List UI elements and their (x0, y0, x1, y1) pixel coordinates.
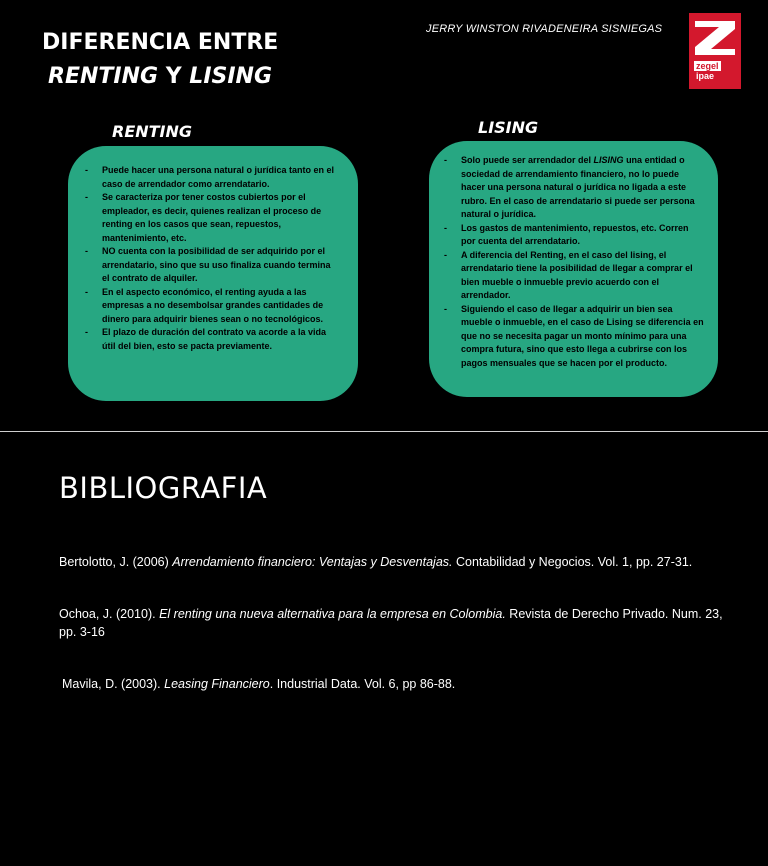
page-title (42, 26, 342, 94)
lising-list (441, 154, 704, 370)
title-line-1: DIFERENCIA ENTRE (42, 30, 279, 55)
title-lising: LISING (189, 64, 273, 89)
reference-item: Mavila, D. (2003). Leasing Financiero. Industrial Data. Vol. 6, pp 86-88. (62, 677, 456, 691)
title-line-2 (42, 60, 342, 94)
reference-item: Bertolotto, J. (2006) Arrendamiento financiero: Ventajas y Desventajas. Contabilidad y Negocios. Vol. 1, pp. 27-31. (59, 555, 693, 569)
logo-word-ipae: ipae (696, 71, 715, 81)
renting-heading: RENTING (112, 122, 193, 141)
list-item: - Se caracteriza por tener costos cubiertos por el empleador, es decir, quienes realizan el proceso de renting en los casos que sean, repuestos, mantenimiento, etc. (82, 191, 340, 245)
lising-card (429, 141, 718, 397)
zegel-ipae-logo (689, 13, 741, 89)
author-name: JERRY WINSTON RIVADENEIRA SISNIEGAS (426, 23, 663, 35)
slide-comparison (0, 0, 768, 431)
lising-heading: LISING (478, 118, 539, 137)
list-item: - En el aspecto económico, el renting ayuda a las empresas a no desembolsar grandes cantidades de dinero para adquirir bienes sean o no tecnológicos. (82, 286, 340, 327)
renting-list (82, 164, 340, 353)
list-item: - Siguiendo el caso de llegar a adquirir un bien sea mueble o inmueble, en el caso de Lising se diferencia en que no se necesita pagar un monto mínimo para una compra futura, sino que esto llega a cubrirse con los pagos mensuales que se hacen por el producto. (441, 303, 704, 371)
list-item: - A diferencia del Renting, en el caso del lising, el arrendatario tiene la posibilidad de llegar a comprar el bien mueble o inmueble previo acuerdo con el arrendador. (441, 249, 704, 303)
slide-bibliography (0, 433, 768, 866)
logo-z-icon (693, 17, 737, 57)
logo-word-zegel: zegel (696, 61, 719, 71)
list-item: - NO cuenta con la posibilidad de ser adquirido por el arrendatario, sino que su uso finaliza cuando termina el contrato de alquiler. (82, 245, 340, 286)
title-renting: RENTING (48, 64, 159, 89)
slide-divider (0, 431, 768, 432)
title-y: Y (158, 64, 190, 89)
list-item: - Puede hacer una persona natural o jurídica tanto en el caso de arrendador como arrendatario. (82, 164, 340, 191)
bibliography-heading: BIBLIOGRAFIA (59, 471, 268, 505)
list-item: - El plazo de duración del contrato va acorde a la vida útil del bien, esto se pacta previamente. (82, 326, 340, 353)
list-item: - Solo puede ser arrendador del LISING una entidad o sociedad de arrendamiento financiero, no lo puede hacer una persona natural o jurídica no ligada a este rubro. En el caso de arrendatario si puede ser persona natural o jurídica. (441, 154, 704, 222)
list-item: - Los gastos de mantenimiento, repuestos, etc. Corren por cuenta del arrendatario. (441, 222, 704, 249)
renting-card (68, 146, 358, 401)
reference-item: Ochoa, J. (2010). El renting una nueva alternativa para la empresa en Colombia. Revista de Derecho Privado. Num. 23, pp. 3-16 (59, 607, 723, 639)
